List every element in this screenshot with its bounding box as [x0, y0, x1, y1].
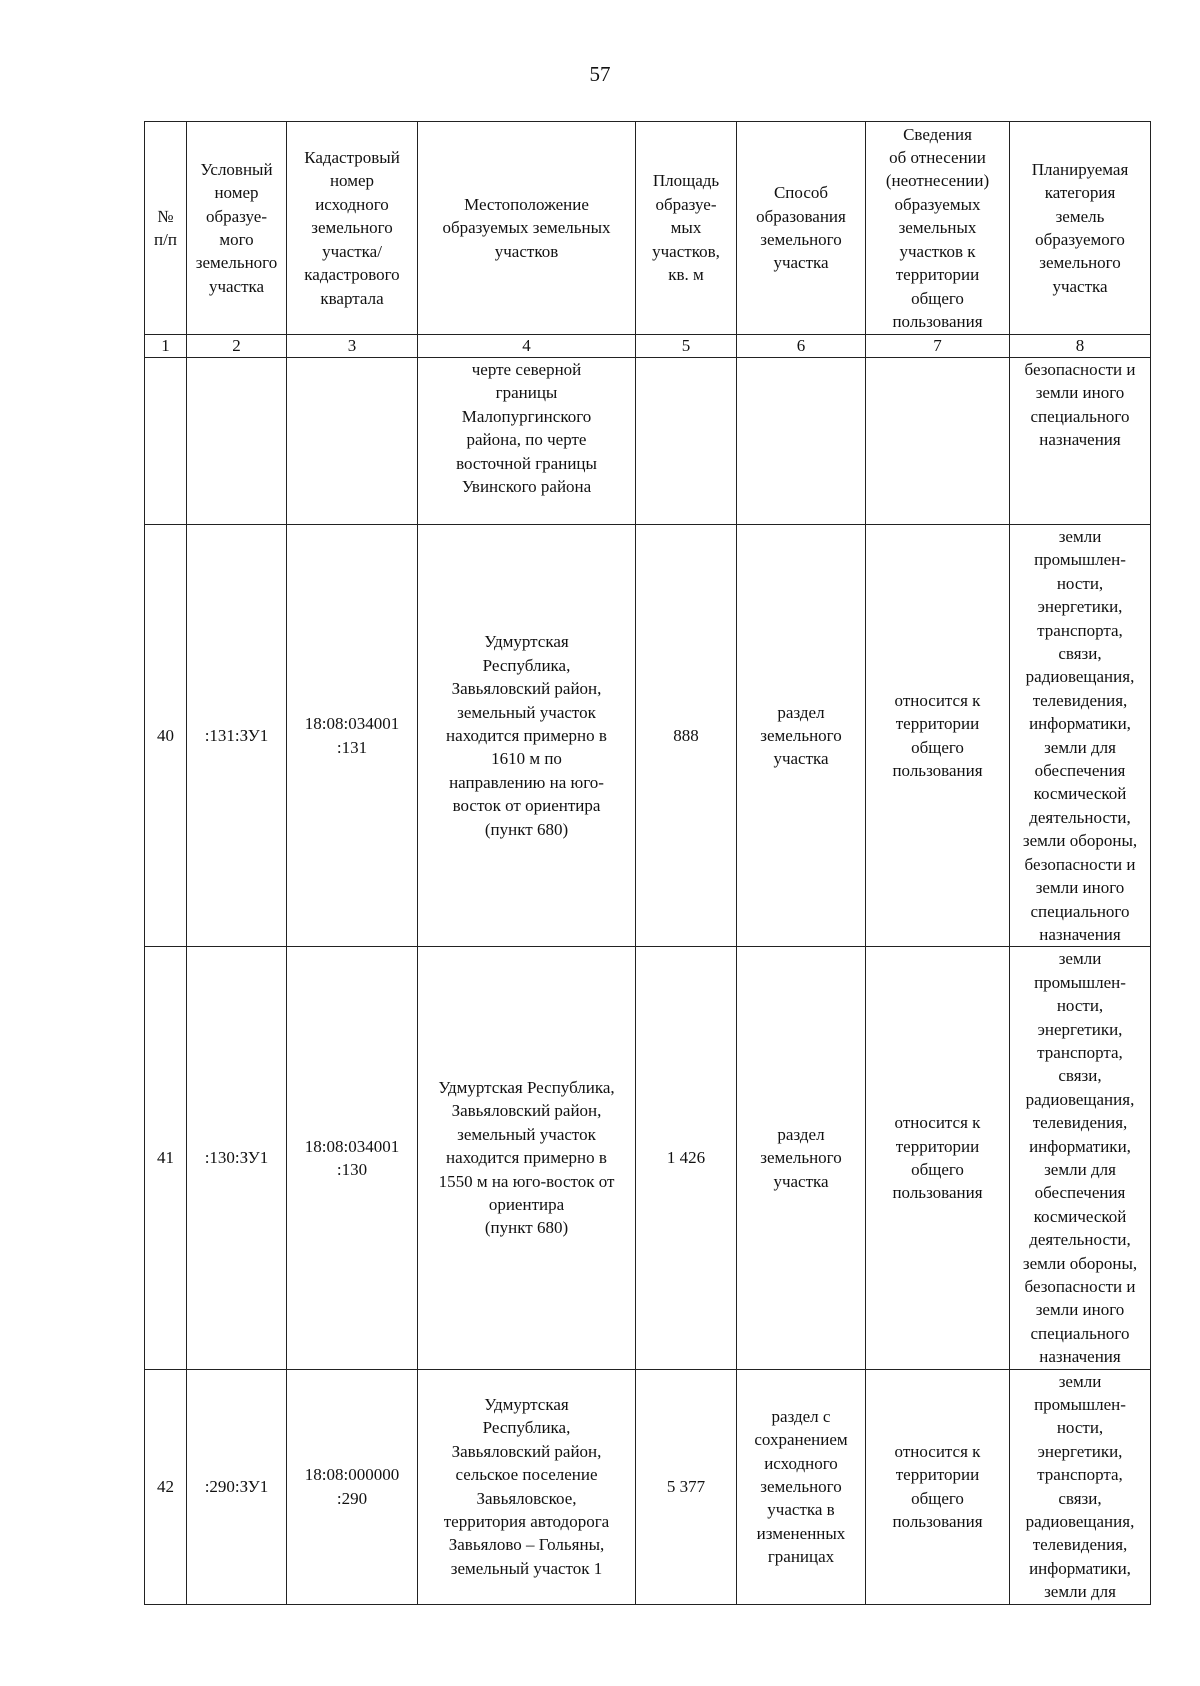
cell-plot-code [187, 358, 287, 525]
cell-land-category: земли промышлен- ности, энергетики, транспорта, связи, радиовещания, телевидения, информатики, земли для [1010, 1369, 1151, 1604]
cell-plot-code: :290:ЗУ1 [187, 1369, 287, 1604]
cell-formation-method: раздел земельного участка [737, 525, 866, 947]
header-cadastral-number: Кадастровый номер исходного земельного участка/ кадастрового квартала [287, 122, 418, 335]
cell-number: 41 [145, 947, 187, 1369]
column-number: 5 [636, 335, 737, 358]
header-area: Площадь образуе- мых участков, кв. м [636, 122, 737, 335]
header-plot-code: Условный номер образуе- мого земельного участка [187, 122, 287, 335]
cell-area [636, 358, 737, 525]
column-number: 6 [737, 335, 866, 358]
cell-location: Удмуртская Республика, Завьяловский район, земельный участок находится примерно в 1550 м на юго-восток от ориентира (пункт 680) [418, 947, 636, 1369]
header-number: № п/п [145, 122, 187, 335]
header-location: Местоположение образуемых земельных участков [418, 122, 636, 335]
table-row [145, 525, 1151, 947]
cell-public-territory: относится к территории общего пользования [866, 525, 1010, 947]
cell-plot-code: :131:ЗУ1 [187, 525, 287, 947]
table-header-row [145, 122, 1151, 335]
page-number: 57 [589, 62, 611, 86]
column-number: 2 [187, 335, 287, 358]
column-number: 1 [145, 335, 187, 358]
column-number: 4 [418, 335, 636, 358]
cell-land-category: земли промышлен- ности, энергетики, транспорта, связи, радиовещания, телевидения, информатики, земли для обеспечения космической деятельности, земли обороны, безопасности и земли иного специального назначения [1010, 525, 1151, 947]
header-land-category: Планируемая категория земель образуемого земельного участка [1010, 122, 1151, 335]
cell-number: 42 [145, 1369, 187, 1604]
cell-cadastral-number [287, 358, 418, 525]
cell-location: Удмуртская Республика, Завьяловский район, сельское поселение Завьяловское, территория автодорога Завьялово – Гольяны, земельный участок 1 [418, 1369, 636, 1604]
cell-formation-method: раздел земельного участка [737, 947, 866, 1369]
cell-public-territory [866, 358, 1010, 525]
cell-public-territory: относится к территории общего пользования [866, 1369, 1010, 1604]
cell-area: 5 377 [636, 1369, 737, 1604]
cell-land-category: земли промышлен- ности, энергетики, транспорта, связи, радиовещания, телевидения, информатики, земли для обеспечения космической деятельности, земли обороны, безопасности и земли иного специального назначения [1010, 947, 1151, 1369]
table-row [145, 358, 1151, 525]
cell-formation-method: раздел с сохранением исходного земельного участка в измененных границах [737, 1369, 866, 1604]
land-plots-table [144, 121, 1151, 1605]
cell-area: 1 426 [636, 947, 737, 1369]
cell-cadastral-number: 18:08:000000 :290 [287, 1369, 418, 1604]
cell-number [145, 358, 187, 525]
column-number: 8 [1010, 335, 1151, 358]
table-row [145, 1369, 1151, 1604]
column-number: 3 [287, 335, 418, 358]
column-number-row [145, 335, 1151, 358]
cell-plot-code: :130:ЗУ1 [187, 947, 287, 1369]
cell-cadastral-number: 18:08:034001 :131 [287, 525, 418, 947]
cell-location: Удмуртская Республика, Завьяловский район, земельный участок находится примерно в 1610 м по направлению на юго- восток от ориентира (пункт 680) [418, 525, 636, 947]
cell-cadastral-number: 18:08:034001 :130 [287, 947, 418, 1369]
cell-location: черте северной границы Малопургинского района, по черте восточной границы Увинского района [418, 358, 636, 525]
cell-public-territory: относится к территории общего пользования [866, 947, 1010, 1369]
cell-number: 40 [145, 525, 187, 947]
cell-land-category: безопасности и земли иного специального назначения [1010, 358, 1151, 525]
table-row [145, 947, 1151, 1369]
column-number: 7 [866, 335, 1010, 358]
cell-formation-method [737, 358, 866, 525]
header-public-territory: Сведения об отнесении (неотнесении) образуемых земельных участков к территории общего пользования [866, 122, 1010, 335]
header-formation-method: Способ образования земельного участка [737, 122, 866, 335]
cell-area: 888 [636, 525, 737, 947]
